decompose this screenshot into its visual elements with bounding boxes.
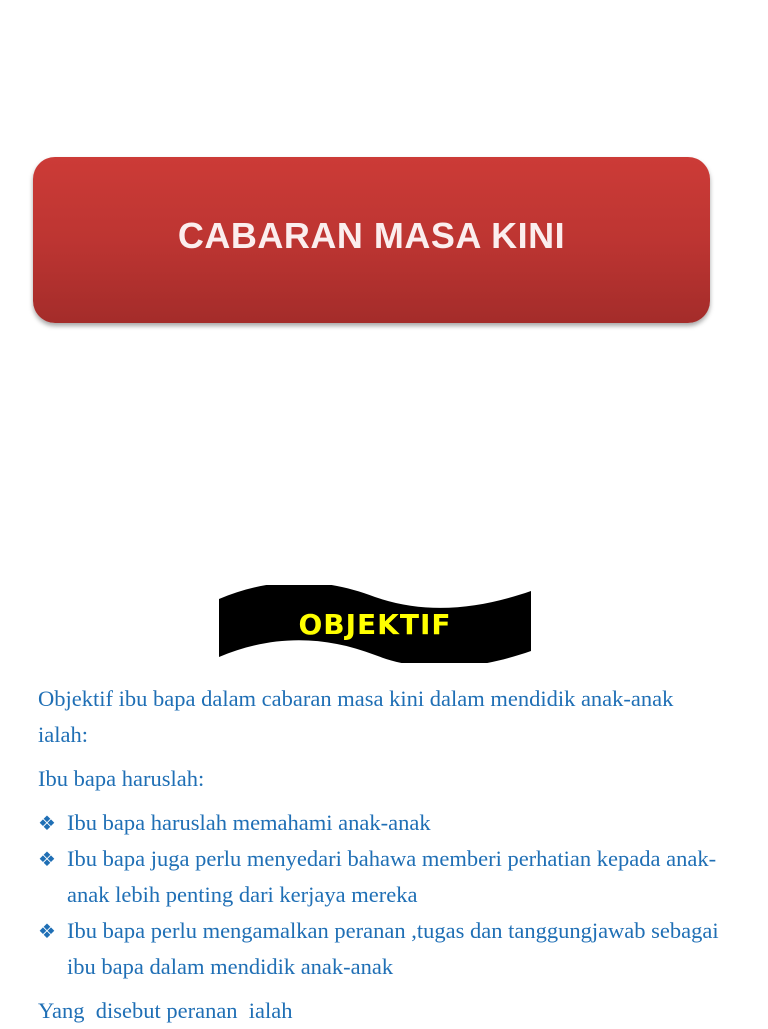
list-item-text: Ibu bapa juga perlu menyedari bahawa memberi perhatian kepada anak-anak lebih penting dari kerjaya mereka (67, 846, 717, 907)
body-text (38, 681, 728, 1029)
diamond-bullet-icon: ❖ (38, 811, 56, 835)
diamond-bullet-icon: ❖ (38, 919, 56, 943)
list-item-text: Ibu bapa haruslah memahami anak-anak (67, 810, 431, 835)
intro-paragraph: Objektif ibu bapa dalam cabaran masa kini dalam mendidik anak-anak ialah: (38, 686, 674, 747)
list-item (38, 913, 728, 985)
diamond-bullet-icon: ❖ (38, 847, 56, 871)
lead-paragraph: Ibu bapa haruslah: (38, 766, 205, 791)
title-banner (33, 157, 710, 323)
page-title: CABARAN MASA KINI (177, 215, 566, 256)
objective-heading: OBJEKTIF (298, 607, 452, 641)
list-item-text: Ibu bapa perlu mengamalkan peranan ,tugas dan tanggungjawab sebagai ibu bapa dalam mendidik anak-anak (67, 918, 719, 979)
list-item (38, 805, 728, 841)
footer-paragraph: Yang disebut peranan ialah (38, 998, 293, 1023)
list-item (38, 841, 728, 913)
objective-flag (219, 585, 531, 663)
bullet-list (38, 805, 728, 985)
